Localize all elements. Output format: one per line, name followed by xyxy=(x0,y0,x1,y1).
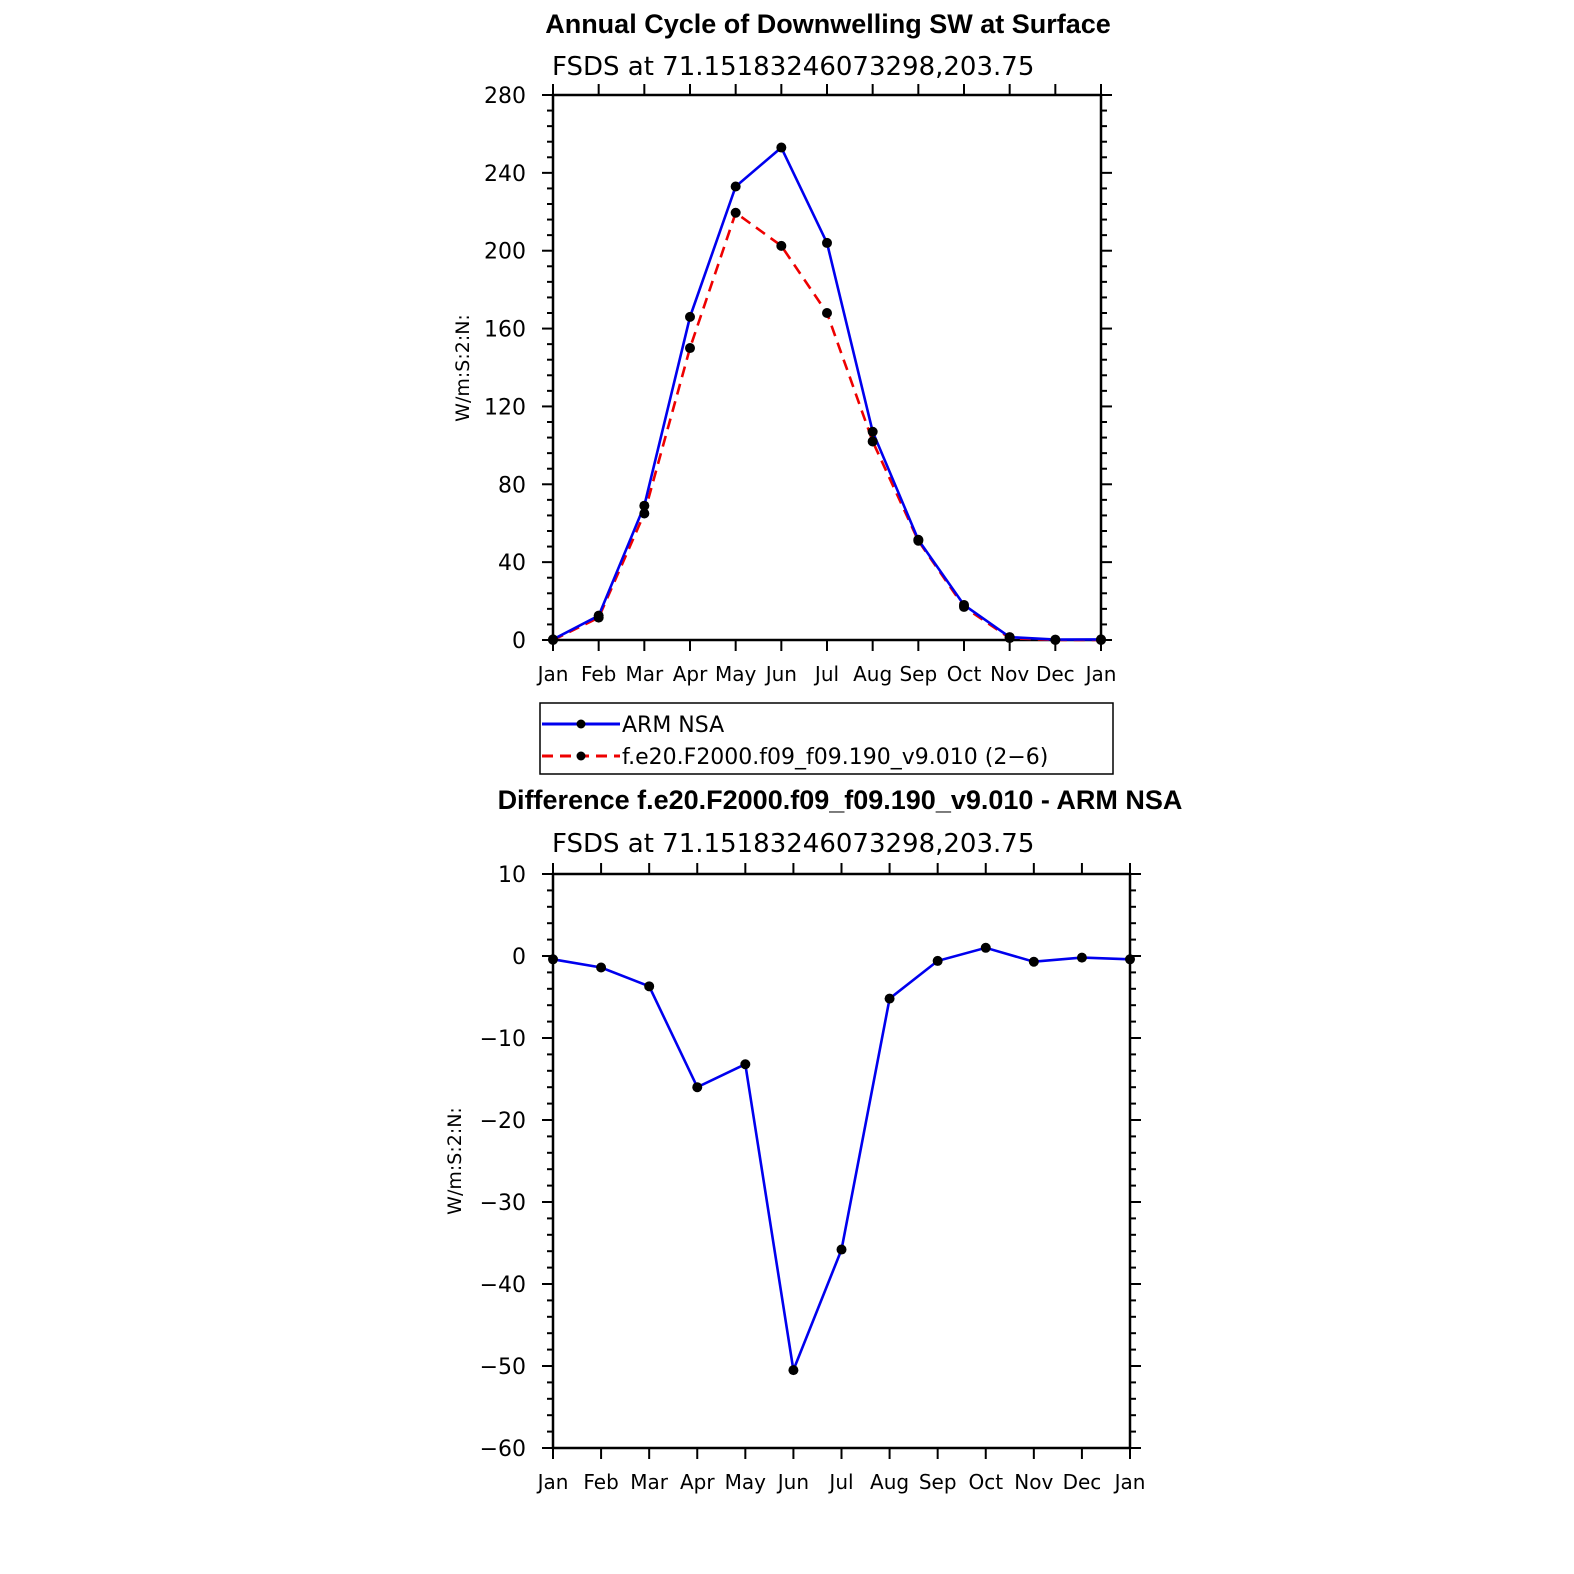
y-tick-label: 40 xyxy=(498,551,526,577)
series-line-1 xyxy=(553,213,1101,640)
data-point xyxy=(639,508,649,518)
y-axis-ticks xyxy=(484,84,1112,654)
series-line-0 xyxy=(553,948,1130,1370)
data-point xyxy=(740,1059,750,1069)
data-point xyxy=(776,143,786,153)
x-tick-label: Jul xyxy=(814,662,840,686)
data-point xyxy=(981,943,991,953)
plot-frame xyxy=(553,95,1101,640)
data-point xyxy=(594,613,604,623)
data-point xyxy=(788,1365,798,1375)
data-point xyxy=(933,956,943,966)
data-point xyxy=(1077,953,1087,963)
x-tick-label: Apr xyxy=(672,662,708,686)
x-axis-ticks xyxy=(536,84,1117,686)
legend-label-model: f.e20.F2000.f09_f09.190_v9.010 (2−6) xyxy=(622,745,1049,770)
x-tick-label: Mar xyxy=(630,1470,669,1494)
data-point xyxy=(959,602,969,612)
y-tick-label: −20 xyxy=(479,1109,526,1134)
data-point xyxy=(731,208,741,218)
x-tick-label: May xyxy=(724,1470,767,1494)
x-tick-label: Nov xyxy=(990,662,1030,686)
y-tick-label: 280 xyxy=(484,84,526,109)
data-point xyxy=(776,241,786,251)
data-point xyxy=(1005,633,1015,643)
x-tick-label: Dec xyxy=(1062,1470,1102,1494)
data-point xyxy=(731,181,741,191)
y-axis-label: W/m:S:2:N: xyxy=(444,1107,466,1215)
x-tick-label: Jan xyxy=(1114,1470,1146,1494)
data-point xyxy=(548,635,558,645)
y-tick-label: 0 xyxy=(512,629,526,654)
difference-chart xyxy=(444,785,1182,1494)
chart-subtitle: FSDS at 71.15183246073298,203.75 xyxy=(552,829,1035,859)
x-tick-label: Jan xyxy=(1085,662,1117,686)
x-tick-label: Apr xyxy=(679,1470,715,1494)
data-point xyxy=(692,1082,702,1092)
data-point xyxy=(685,343,695,353)
chart-title: Difference f.e20.F2000.f09_f09.190_v9.010 - ARM NSA xyxy=(497,785,1183,815)
y-tick-label: 10 xyxy=(498,863,526,888)
y-tick-label: −60 xyxy=(479,1437,526,1462)
y-axis-ticks xyxy=(480,863,1141,1462)
legend-label-arm-nsa: ARM NSA xyxy=(622,713,725,738)
series-layer xyxy=(548,143,1106,645)
annual-cycle-chart xyxy=(452,9,1116,774)
x-tick-label: Nov xyxy=(1014,1470,1054,1494)
y-tick-label: 80 xyxy=(498,473,526,499)
data-point xyxy=(837,1245,847,1255)
data-point xyxy=(822,308,832,318)
data-point xyxy=(1096,635,1106,645)
y-tick-label: 0 xyxy=(512,945,526,970)
x-axis-ticks xyxy=(536,863,1146,1494)
chart-title: Annual Cycle of Downwelling SW at Surface xyxy=(545,9,1111,39)
data-point xyxy=(885,994,895,1004)
x-tick-label: Mar xyxy=(625,662,664,686)
series-layer xyxy=(548,943,1135,1375)
data-point xyxy=(822,238,832,248)
data-point xyxy=(644,981,654,991)
data-point xyxy=(868,427,878,437)
legend xyxy=(540,703,1113,774)
y-axis-label: W/m:S:2:N: xyxy=(452,314,474,422)
x-tick-label: May xyxy=(714,662,757,686)
series-line-0 xyxy=(553,148,1101,640)
y-tick-label: −30 xyxy=(479,1191,526,1216)
x-tick-label: Feb xyxy=(580,662,617,686)
chart-subtitle: FSDS at 71.15183246073298,203.75 xyxy=(552,52,1035,82)
data-point xyxy=(868,436,878,446)
y-tick-label: −40 xyxy=(479,1273,526,1298)
data-point xyxy=(1029,957,1039,967)
data-point xyxy=(1050,635,1060,645)
x-tick-label: Aug xyxy=(853,662,893,686)
y-tick-label: 160 xyxy=(484,317,526,343)
y-tick-label: 200 xyxy=(484,239,526,265)
data-point xyxy=(1125,954,1135,964)
x-tick-label: Sep xyxy=(899,662,938,686)
data-point xyxy=(685,312,695,322)
x-tick-label: Sep xyxy=(918,1470,957,1494)
y-tick-label: −10 xyxy=(479,1027,526,1052)
data-point xyxy=(596,962,606,972)
data-point xyxy=(913,536,923,546)
x-tick-label: Jun xyxy=(777,1470,810,1494)
legend-marker-model xyxy=(577,752,586,761)
x-tick-label: Feb xyxy=(583,1470,619,1494)
y-tick-label: 240 xyxy=(484,161,526,187)
x-tick-label: Dec xyxy=(1035,662,1075,686)
x-tick-label: Oct xyxy=(968,1470,1004,1494)
y-tick-label: −50 xyxy=(479,1355,526,1380)
x-tick-label: Jan xyxy=(537,662,569,686)
legend-marker-arm-nsa xyxy=(577,720,586,729)
y-tick-label: 120 xyxy=(484,395,526,421)
data-point xyxy=(548,954,558,964)
x-tick-label: Jan xyxy=(537,1470,569,1494)
x-tick-label: Jun xyxy=(765,662,797,686)
x-tick-label: Jul xyxy=(829,1470,854,1494)
x-tick-label: Oct xyxy=(946,662,982,686)
x-tick-label: Aug xyxy=(870,1470,910,1494)
